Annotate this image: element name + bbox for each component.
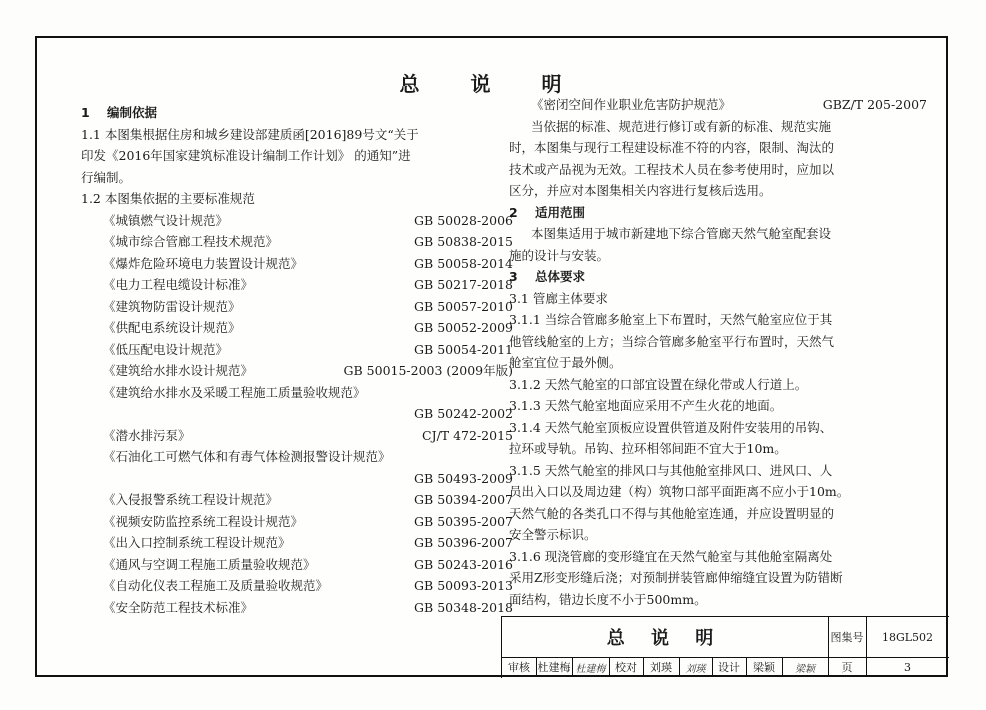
text-line: 本图集适用于城市新建地下综合管廊天然气舱室配套设 [531,226,832,241]
standard-entry [81,532,513,554]
standard-code: GB 50395-2007 [414,513,513,529]
standard-code: GB 50493-2009 [414,470,513,486]
standard-code: GB 50396-2007 [414,535,513,550]
standard-code: GB 50348-2018 [414,599,513,615]
standard-entry [81,489,513,511]
title-block-title: 总 说 明 [606,628,724,649]
section-number: 1 [81,105,90,120]
text-line: 区分，并应对本图集相关内容进行复核后选用。 [509,183,772,198]
standard-code: GB 50015-2003 (2009年版) [343,363,513,378]
atlas-label: 图集号 [830,631,864,644]
drawing-frame [35,36,948,677]
standard-entry [81,317,513,339]
text-line: 3.1.5 天然气舱室的排风口与其他舱室排风口、进风口、人 [509,462,833,478]
standard-name: 《城市综合管廊工程技术规范》 [103,234,279,249]
section-number: 2 [509,204,518,220]
standard-code: GBZ/T 205-2007 [822,97,927,112]
text-line: 3.1.1 当综合管廊多舱室上下布置时，天然气舱室应位于其 [509,312,833,327]
text-line: 3.1.2 天然气舱室的口部宜设置在绿化带或人行道上。 [509,376,808,392]
design-name: 梁颖 [753,661,775,674]
standard-code: GB 50243-2016 [414,556,513,572]
text-line: 天然气舱的各类孔口不得与其他舱室连通，并应设置明显的 [509,505,835,521]
text-line: 3.1.6 现浇管廊的变形缝宜在天然气舱室与其他舱室隔离处 [509,548,833,564]
check-label: 校对 [615,661,637,674]
standard-code: GB 50093-2013 [414,578,513,593]
standard-name: 《通风与空调工程施工质量验收规范》 [103,556,316,572]
standard-name: 《出入口控制系统工程设计规范》 [103,535,291,550]
text-line: 施的设计与安装。 [509,247,610,263]
title-block [501,616,949,678]
design-signature: 梁颖 [795,663,815,675]
standard-code: GB 50242-2002 [414,406,513,421]
standard-code: CJ/T 472-2015 [422,427,513,443]
text-line: 技术或产品视为无效。工程技术人员在参考使用时，应加以 [509,161,835,177]
standard-entry [81,468,513,490]
section-number: 3 [509,269,518,284]
text-line: 3.1.3 天然气舱室地面应采用不产生火花的地面。 [509,398,783,413]
standard-code: GB 50217-2018 [414,277,513,292]
standard-name: 《入侵报警系统工程设计规范》 [103,492,279,507]
design-label: 设计 [718,661,740,674]
text-line: 拉环或导轨。吊钩、拉环相邻间距不宜大于10m。 [509,441,787,456]
text-line: 当依据的标准、规范进行修订或有新的标准、规范实施 [531,118,832,134]
text-line: 舱室宜位于最外侧。 [509,355,622,370]
standard-entry [81,403,513,425]
text-line: 面结构，错边长度不小于500mm。 [509,591,707,607]
text-line: 3.1.4 天然气舱室顶板应设置供管道及附件安装用的吊钩、 [509,419,833,435]
standard-name: 《密闭空间作业职业危害防护规范》 [531,97,732,112]
standard-entry [81,511,513,533]
text-line: 他管线舱室的上方；当综合管廊多舱室平行布置时，天然气 [509,333,835,349]
page-number: 3 [904,660,911,674]
text-line: 安全警示标识。 [509,527,597,542]
standard-name: 《自动化仪表工程施工及质量验收规范》 [103,578,329,593]
standard-entry [81,554,513,576]
text-line: 时，本图集与现行工程建设标准不符的内容，限制、淘汰的 [509,140,835,155]
review-label: 审核 [508,661,530,674]
standard-entry [81,210,513,232]
standard-entry [81,597,513,619]
standard-entry [81,231,513,253]
section-heading [509,202,927,224]
review-name: 杜建梅 [537,661,571,674]
section-title: 编制依据 [107,105,158,120]
standard-entry [81,339,513,361]
section-heading [509,266,927,288]
text-line: 采用Z形变形缝后浇；对预制拼装管廊伸缩缝宜设置为防错断 [509,570,843,585]
standard-name: 《潜水排污泵》 [103,427,191,443]
review-signature: 杜建梅 [575,663,606,675]
standard-entry [81,446,513,468]
standard-name: 《城镇燃气设计规范》 [103,212,229,228]
standard-entry [509,94,927,116]
standard-name: 《视频安防监控系统工程设计规范》 [103,513,304,529]
standard-entry [81,274,513,296]
check-name: 刘瑛 [650,661,672,674]
standard-name: 《低压配电设计规范》 [103,341,229,357]
standard-name: 《爆炸危险环境电力装置设计规范》 [103,255,304,271]
page-title: 总 说 明 [399,72,584,96]
standard-name: 《供配电系统设计规范》 [103,320,241,335]
standard-entry [81,425,513,447]
standard-entry [81,360,513,382]
standard-code: GB 50054-2011 [414,341,513,357]
standard-name: 《建筑给水排水设计规范》 [103,363,254,378]
check-signature: 刘瑛 [685,663,706,675]
standard-entry [81,296,513,318]
standard-code: GB 50058-2014 [414,255,513,271]
left-column [81,102,513,618]
standard-code: GB 50838-2015 [414,234,513,249]
standard-name: 《安全防范工程技术标准》 [103,599,254,615]
section-title: 适用范围 [535,204,586,220]
standard-entry [81,382,513,404]
standard-code: GB 50052-2009 [414,320,513,335]
text-line: 员出入口以及周边建（构）筑物口部平面距离不应小于10m。 [509,484,850,499]
section-heading [81,102,513,124]
standard-name: 《建筑给水排水及采暖工程施工质量验收规范》 [103,384,366,400]
standard-entry [81,575,513,597]
section-title: 总体要求 [535,269,586,284]
standard-name: 《建筑物防雷设计规范》 [103,298,241,314]
standard-name: 《电力工程电缆设计标准》 [103,277,254,292]
standard-name: 《石油化工可燃气体和有毒气体检测报警设计规范》 [103,449,391,464]
text-line: 1.2 本图集依据的主要标准规范 [81,191,255,206]
text-line: 3.1 管廊主体要求 [509,290,608,306]
text-line: 印发《2016年国家建筑标准设计编制工作计划》 的通知”进 [81,148,411,163]
standard-code: GB 50057-2010 [414,298,513,314]
page-label: 页 [841,661,853,674]
standard-entry [81,253,513,275]
standard-code: GB 50394-2007 [414,492,513,507]
atlas-number: 18GL502 [881,630,934,644]
text-line: 1.1 本图集根据住房和城乡建设部建质函[2016]89号文“关于 [81,126,419,142]
text-line: 行编制。 [81,169,132,185]
standard-code: GB 50028-2006 [414,212,513,228]
right-column [509,94,927,610]
